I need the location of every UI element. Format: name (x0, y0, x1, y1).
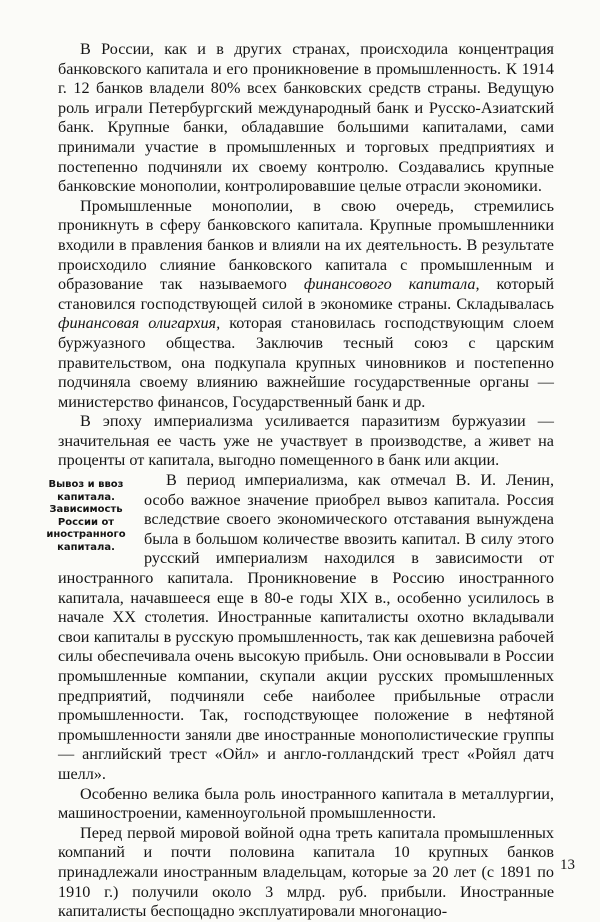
paragraph-2 (58, 197, 554, 413)
page-number: 13 (560, 857, 575, 873)
term-finance-capital: финансового капитала, (303, 275, 480, 294)
paragraph-3: В эпоху империализма усиливается паразитизм буржуазии — значительная ее часть уже не участвует в производстве, а живет на проценты от капитала, выгодно помещенного в банк или акции. (58, 412, 554, 470)
paragraph-5: Особенно велика была роль иностранного капитала в металлургии, машиностроении, каменноугольной промышленности. (58, 784, 554, 823)
margin-note-line: капитала. (57, 491, 115, 503)
margin-note-line: России от (57, 516, 115, 528)
margin-note-line: Вывоз и ввоз (48, 479, 124, 491)
paragraph-2-part-3: которая становилась господствующим слоем буржуазного общества. Заключив тесный союз с царским правительством, она подкупала крупных чиновников и постепенно подчиняла своему влиянию важнейшие государственные органы — министерство финансов, Государственный банк и др. (58, 314, 554, 411)
margin-note-line: иностранного (46, 529, 126, 541)
margin-note-line: капитала. (57, 542, 115, 554)
paragraph-4: В период империализма, как отмечал В. И. Ленин, особо важное значение приобрел вывоз капитала. Россия вследствие своего экономического отставания вынуждена была в большом количестве ввозить капитал. В силу этого русский империализм находился в зависимости от иностранного капитала. Проникновение в Россию иностранного капитала, начавшееся еще в 80-е годы XIX в., особенно усилилось в начале XX столетия. Иностранные капиталисты охотно вкладывали свои капиталы в русскую промышленность, так как дешевизна рабочей силы обеспечивала очень высокую прибыль. Они основывали в России промышленные компании, скупали акции русских промышленных предприятий, подчиняли себе наиболее прибыльные отрасли промышленности. Так, господствующее положение в нефтяной промышленности заняли две иностранные монополистические группы — английский трест «Ойл» и англо-голландский трест «Ройял датч шелл». (58, 471, 554, 783)
paragraph-1: В России, как и в других странах, происходила концентрация банковского капитала и его проникновение в промышленность. К 1914 г. 12 банков владели 80% всех банковских средств страны. Ведущую роль играли Петербургский международный банк и Русско-Азиатский банк. Крупные банки, обладавшие большими капиталами, сами принимали участие в промышленных и торговых предприятиях и постепенно подчиняли их своему контролю. Создавались крупные банковские монополии, контролировавшие целые отрасли экономики. (58, 40, 554, 196)
margin-note (36, 479, 136, 555)
body-text (46, 40, 554, 922)
paragraph-2-part-2: который становился господствующей силой в экономике страны. Складывалась (58, 275, 554, 313)
paragraph-6: Перед первой мировой войной одна треть капитала промышленных компаний и почти половина капитала 10 крупных банков принадлежали иностранным владельцам, которые за 20 лет (с 1891 по 1910 г.) получили около 3 млрд. руб. прибыли. Иностранные капиталисты беспощадно эксплуатировали многонацио- (58, 823, 554, 921)
margin-note-line: Зависимость (49, 504, 123, 516)
term-financial-oligarchy: финансовая олигархия, (58, 314, 221, 333)
paragraph-2-part-1: Промышленные монополии, в свою очередь, стремились проникнуть в сферу банковского капитала. Крупные промышленники входили в правления банков и влияли на их деятельность. В результате происходило слияние банковского капитала с промышленным и образование так называемого (58, 196, 554, 294)
